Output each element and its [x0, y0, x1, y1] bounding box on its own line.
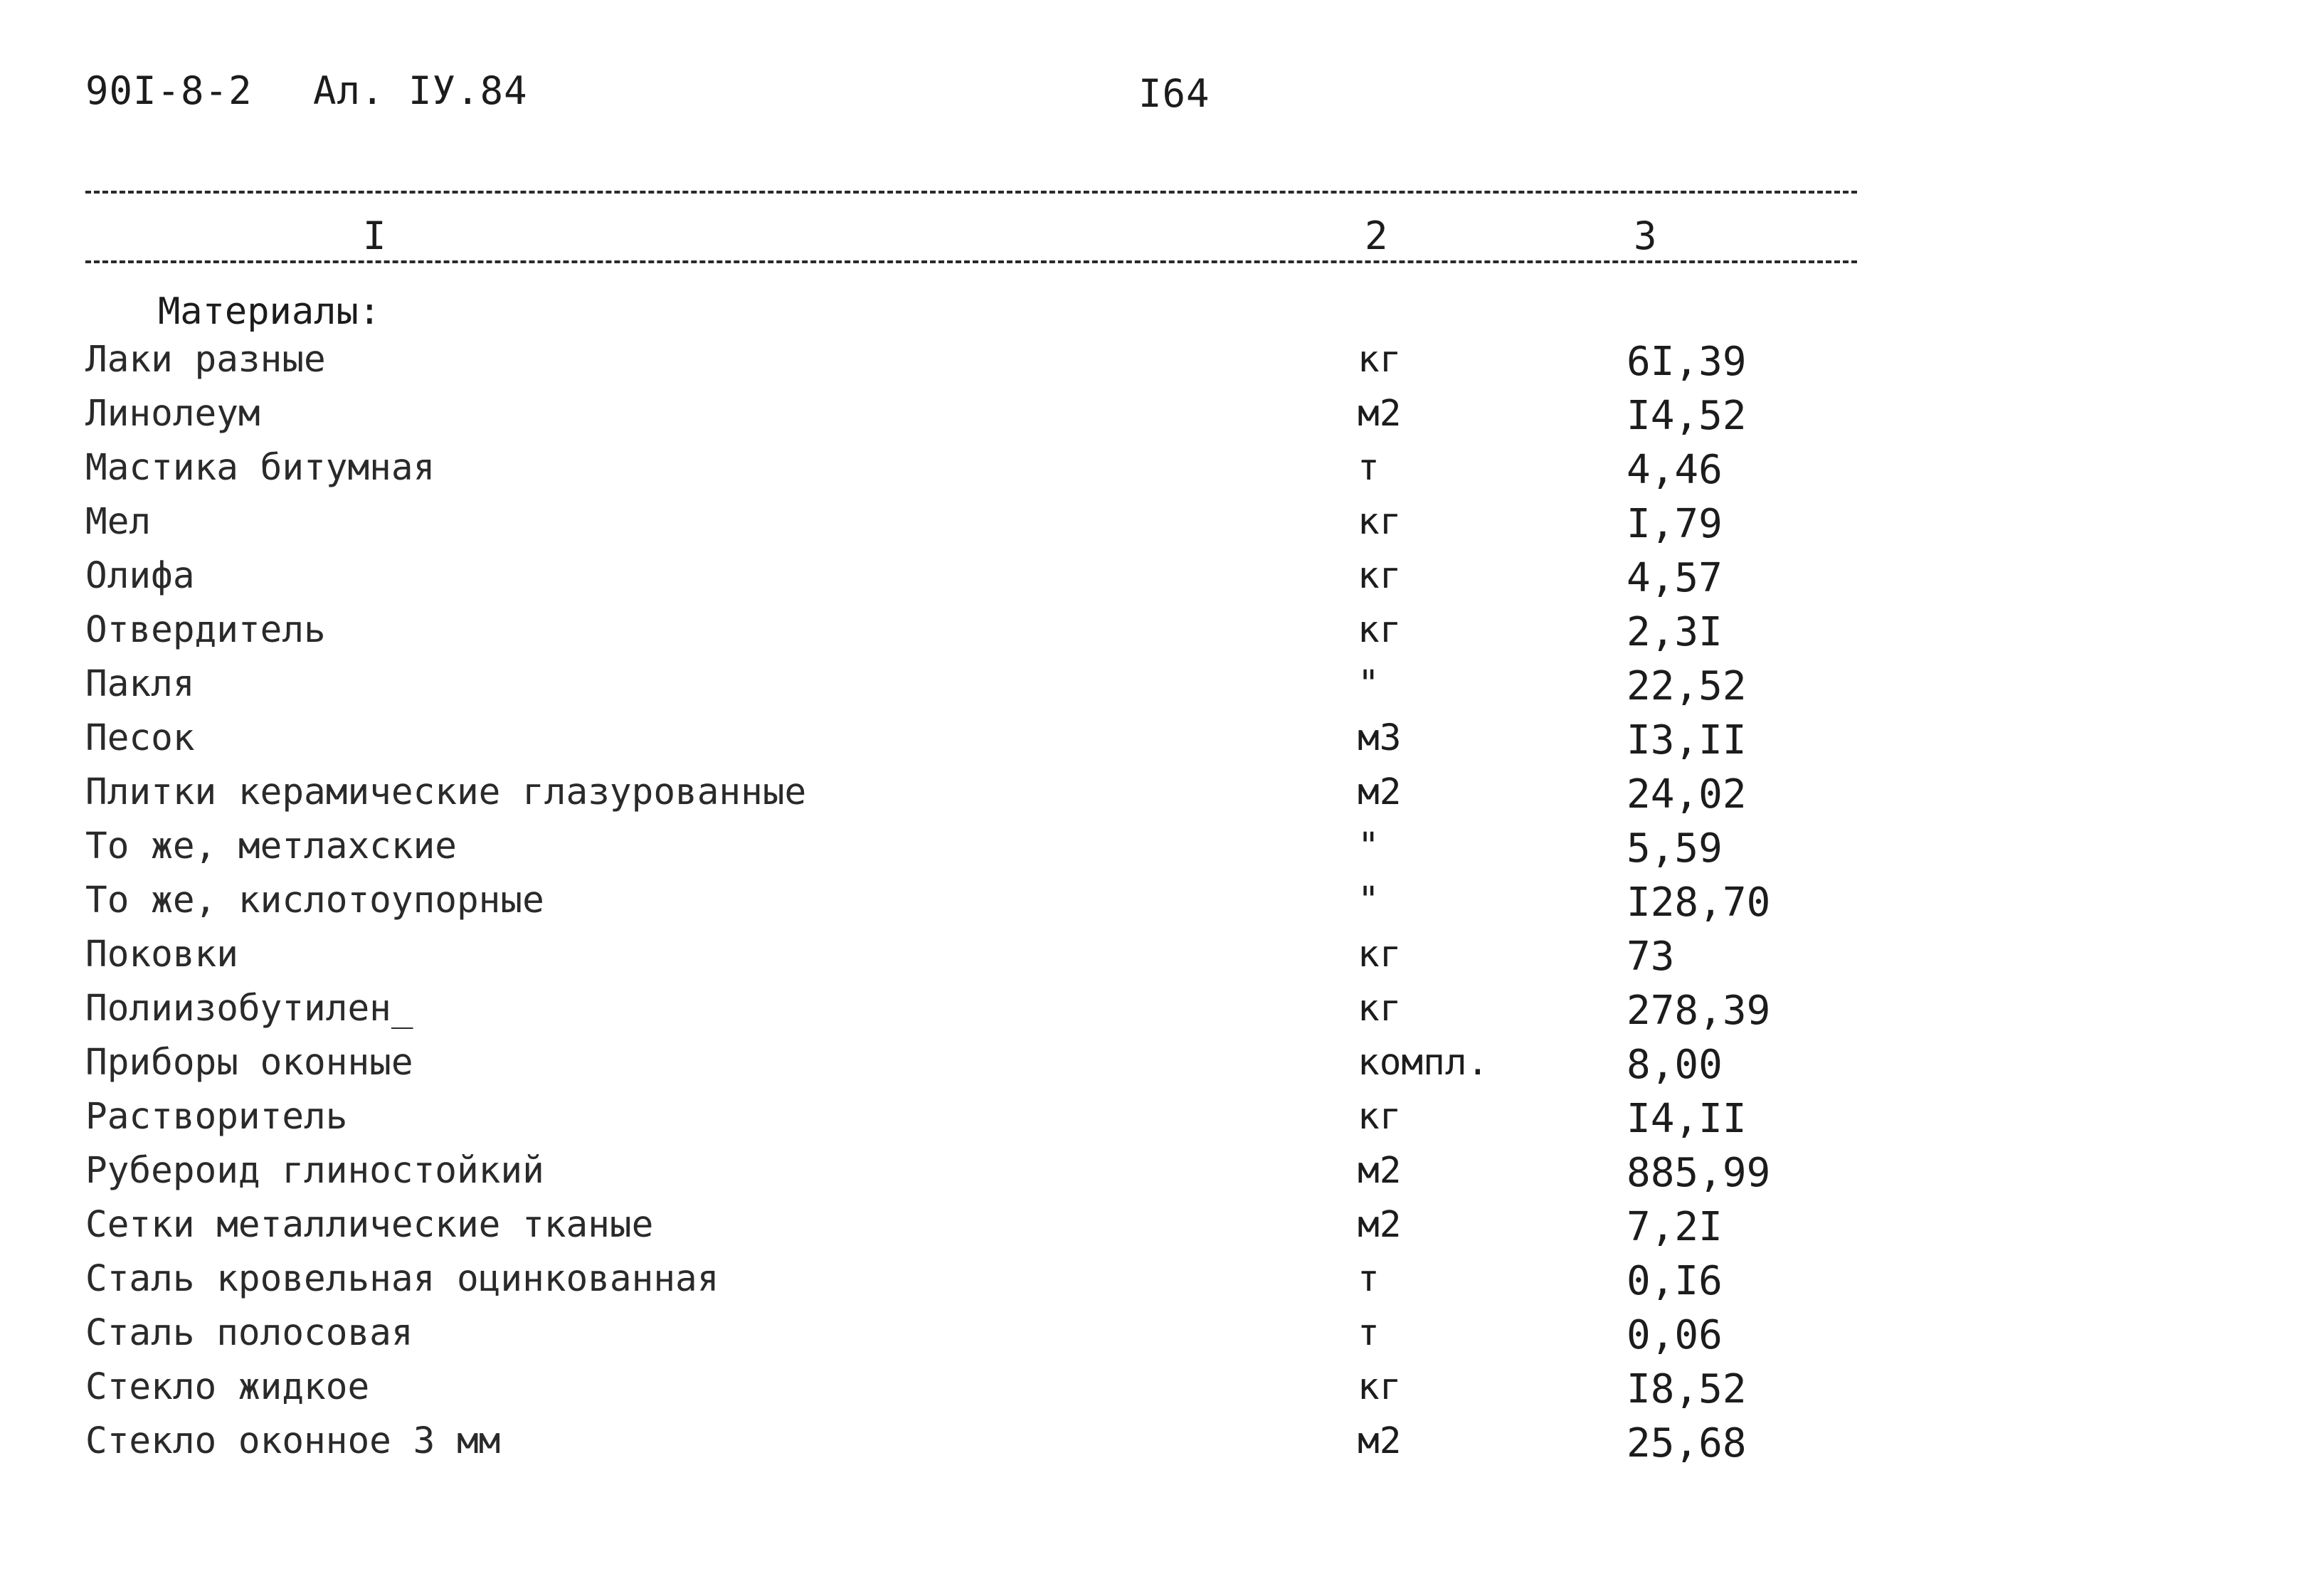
material-name: Мастика битумная — [85, 447, 435, 489]
material-name: Приборы оконные — [85, 1042, 413, 1084]
quantity: 885,99 — [1627, 1150, 1771, 1196]
column-header-3: 3 — [1628, 213, 1663, 258]
material-name: Поковки — [85, 934, 238, 976]
unit-of-measure: кг — [1358, 555, 1402, 597]
unit-of-measure: т — [1358, 447, 1380, 489]
quantity: I8,52 — [1627, 1366, 1747, 1412]
material-name: Пакля — [85, 663, 195, 705]
quantity: I28,70 — [1627, 879, 1771, 926]
unit-of-measure: м3 — [1358, 717, 1402, 759]
unit-of-measure: м2 — [1358, 1204, 1402, 1246]
material-name: Отвердитель — [85, 609, 326, 651]
sheet-reference: Ал. IУ.84 — [313, 68, 528, 113]
table-row — [0, 879, 2311, 934]
material-name: Стекло жидкое — [85, 1366, 370, 1408]
materials-table — [0, 339, 2311, 1474]
material-name: Полиизобутилен_ — [85, 988, 413, 1030]
quantity: I,79 — [1627, 501, 1723, 547]
table-row — [0, 717, 2311, 771]
quantity: 5,59 — [1627, 825, 1723, 872]
unit-of-measure: кг — [1358, 609, 1402, 651]
table-row — [0, 339, 2311, 393]
material-name: Рубероид глиностойкий — [85, 1150, 544, 1192]
material-name: То же, метлахские — [85, 825, 457, 867]
unit-of-measure: кг — [1358, 339, 1402, 381]
page-number: I64 — [1138, 71, 1210, 116]
table-row — [0, 1312, 2311, 1366]
quantity: 25,68 — [1627, 1420, 1747, 1466]
document-code: 90I-8-2 — [85, 68, 253, 113]
unit-of-measure: м2 — [1358, 1420, 1402, 1462]
quantity: I3,II — [1627, 717, 1747, 763]
material-name: Олифа — [85, 555, 195, 597]
quantity: 8,00 — [1627, 1042, 1723, 1088]
quantity: 278,39 — [1627, 988, 1771, 1034]
quantity: 0,I6 — [1627, 1258, 1723, 1304]
unit-of-measure: т — [1358, 1312, 1380, 1354]
material-name: Растворитель — [85, 1096, 348, 1138]
quantity: 6I,39 — [1627, 339, 1747, 385]
quantity: 4,46 — [1627, 447, 1723, 493]
material-name: Лаки разные — [85, 339, 326, 381]
material-name: Сталь кровельная оцинкованная — [85, 1258, 719, 1300]
table-row — [0, 609, 2311, 663]
table-row — [0, 934, 2311, 988]
column-header-2: 2 — [1359, 213, 1394, 258]
unit-of-measure: кг — [1358, 1096, 1402, 1138]
table-row — [0, 1096, 2311, 1150]
column-header-1: I — [357, 213, 392, 258]
quantity: 4,57 — [1627, 555, 1723, 601]
table-row — [0, 393, 2311, 447]
quantity: I4,52 — [1627, 393, 1747, 439]
table-row — [0, 555, 2311, 609]
material-name: То же, кислотоупорные — [85, 879, 544, 921]
table-row — [0, 663, 2311, 717]
material-name: Сталь полосовая — [85, 1312, 413, 1354]
table-header-rule — [85, 260, 1857, 263]
material-name: Песок — [85, 717, 195, 759]
table-row — [0, 771, 2311, 825]
table-row — [0, 501, 2311, 555]
material-name: Мел — [85, 501, 152, 543]
unit-of-measure: кг — [1358, 934, 1402, 976]
quantity: I4,II — [1627, 1096, 1747, 1142]
unit-of-measure: " — [1358, 879, 1380, 921]
section-title: Материалы: — [158, 290, 381, 333]
table-row — [0, 1258, 2311, 1312]
quantity: 2,3I — [1627, 609, 1723, 655]
unit-of-measure: " — [1358, 825, 1380, 867]
table-row — [0, 447, 2311, 501]
unit-of-measure: т — [1358, 1258, 1380, 1300]
quantity: 24,02 — [1627, 771, 1747, 818]
unit-of-measure: м2 — [1358, 1150, 1402, 1192]
material-name: Плитки керамические глазурованные — [85, 771, 807, 813]
unit-of-measure: м2 — [1358, 771, 1402, 813]
table-row — [0, 1150, 2311, 1204]
table-row — [0, 1366, 2311, 1420]
unit-of-measure: м2 — [1358, 393, 1402, 435]
unit-of-measure: " — [1358, 663, 1380, 705]
unit-of-measure: кг — [1358, 988, 1402, 1030]
table-row — [0, 1042, 2311, 1096]
quantity: 7,2I — [1627, 1204, 1723, 1250]
quantity: 22,52 — [1627, 663, 1747, 709]
table-row — [0, 825, 2311, 879]
table-row — [0, 988, 2311, 1042]
material-name: Стекло оконное 3 мм — [85, 1420, 501, 1462]
material-name: Линолеум — [85, 393, 260, 435]
table-top-rule — [85, 191, 1857, 194]
quantity: 0,06 — [1627, 1312, 1723, 1358]
table-row — [0, 1204, 2311, 1258]
unit-of-measure: кг — [1358, 501, 1402, 543]
quantity: 73 — [1627, 934, 1675, 980]
unit-of-measure: компл. — [1358, 1042, 1489, 1084]
material-name: Сетки металлические тканые — [85, 1204, 654, 1246]
unit-of-measure: кг — [1358, 1366, 1402, 1408]
table-row — [0, 1420, 2311, 1474]
